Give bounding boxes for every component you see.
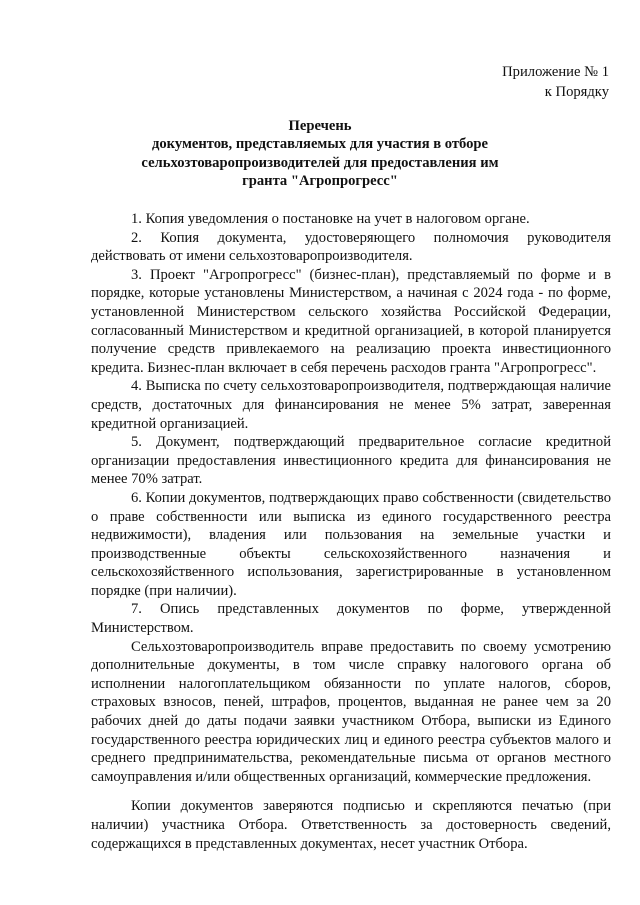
document-title — [90, 117, 550, 191]
title-line-2: документов, представляемых для участия в отборе — [151, 136, 489, 153]
appendix-reference — [502, 62, 609, 102]
list-item-1: 1. Копия уведомления о постановке на учет в налоговом органе. — [131, 211, 530, 227]
list-item-5: 5. Документ, подтверждающий предварительное согласие кредитной организации предоставления инвестиционного кредита для финансирования не менее 70% затрат. — [91, 434, 611, 488]
appendix-number: Приложение № 1 — [502, 64, 609, 80]
title-line-1: Перечень — [288, 118, 352, 134]
list-item-4: 4. Выписка по счету сельхозтоваропроизводителя, подтверждающая наличие средств, достаточных для финансирования не менее 5% затрат, заверенная кредитной организацией. — [91, 378, 611, 432]
list-item-6: 6. Копии документов, подтверждающих право собственности (свидетельство о праве собственности или выписка из единого государственного реестра недвижимости), владения или пользования на земельные участки и производственные объекты сельскохозяйственного назначения и сельскохозяйственного использования, зарегистрированные в установленном порядке (при наличии). — [91, 489, 611, 599]
optional-documents-paragraph: Сельхозтоваропроизводитель вправе предоставить по своему усмотрению дополнительные документы, в том числе справку налогового органа об исполнении налогоплательщиком обязанности по уплате налогов, сборов, страховых взносов, пеней, штрафов, процентов, выданная не ранее чем за 20 рабочих дней до даты подачи заявки участником Отбора, выписки из Единого государственного реестра юридических лиц и единого реестра субъектов малого и среднего предпринимательства, рекомендательные письма от органов местного самоуправления и/или общественных организаций, коммерческие предложения. — [91, 638, 611, 785]
document-body — [91, 210, 611, 853]
list-item-2: 2. Копия документа, удостоверяющего полномочия руководителя действовать от имени сельхозтоваропроизводителя. — [91, 229, 611, 265]
title-line-3: сельхозтоваропроизводителей для предоставления им — [141, 154, 499, 171]
appendix-to-order: к Порядку — [544, 84, 609, 100]
list-item-7: 7. Опись представленных документов по форме, утвержденной Министерством. — [91, 601, 611, 637]
title-line-4: гранта "Агропрогресс" — [242, 173, 398, 190]
list-item-3: 3. Проект "Агропрогресс" (бизнес-план), представляемый по форме и в порядке, которые установлены Министерством, а начиная с 2024 года - по форме, установленной Министерством сельского хозяйства Российской Федерации, согласованный Министерством и кредитной организацией, в которой планируется получение средств привлекаемого на реализацию проекта инвестиционного кредита. Бизнес-план включает в себя перечень расходов гранта "Агропрогресс". — [91, 266, 611, 376]
certification-paragraph: Копии документов заверяются подписью и скрепляются печатью (при наличии) участника Отбора. Ответственность за достоверность сведений, содержащихся в представленных документах, несет участник Отбора. — [91, 798, 611, 852]
